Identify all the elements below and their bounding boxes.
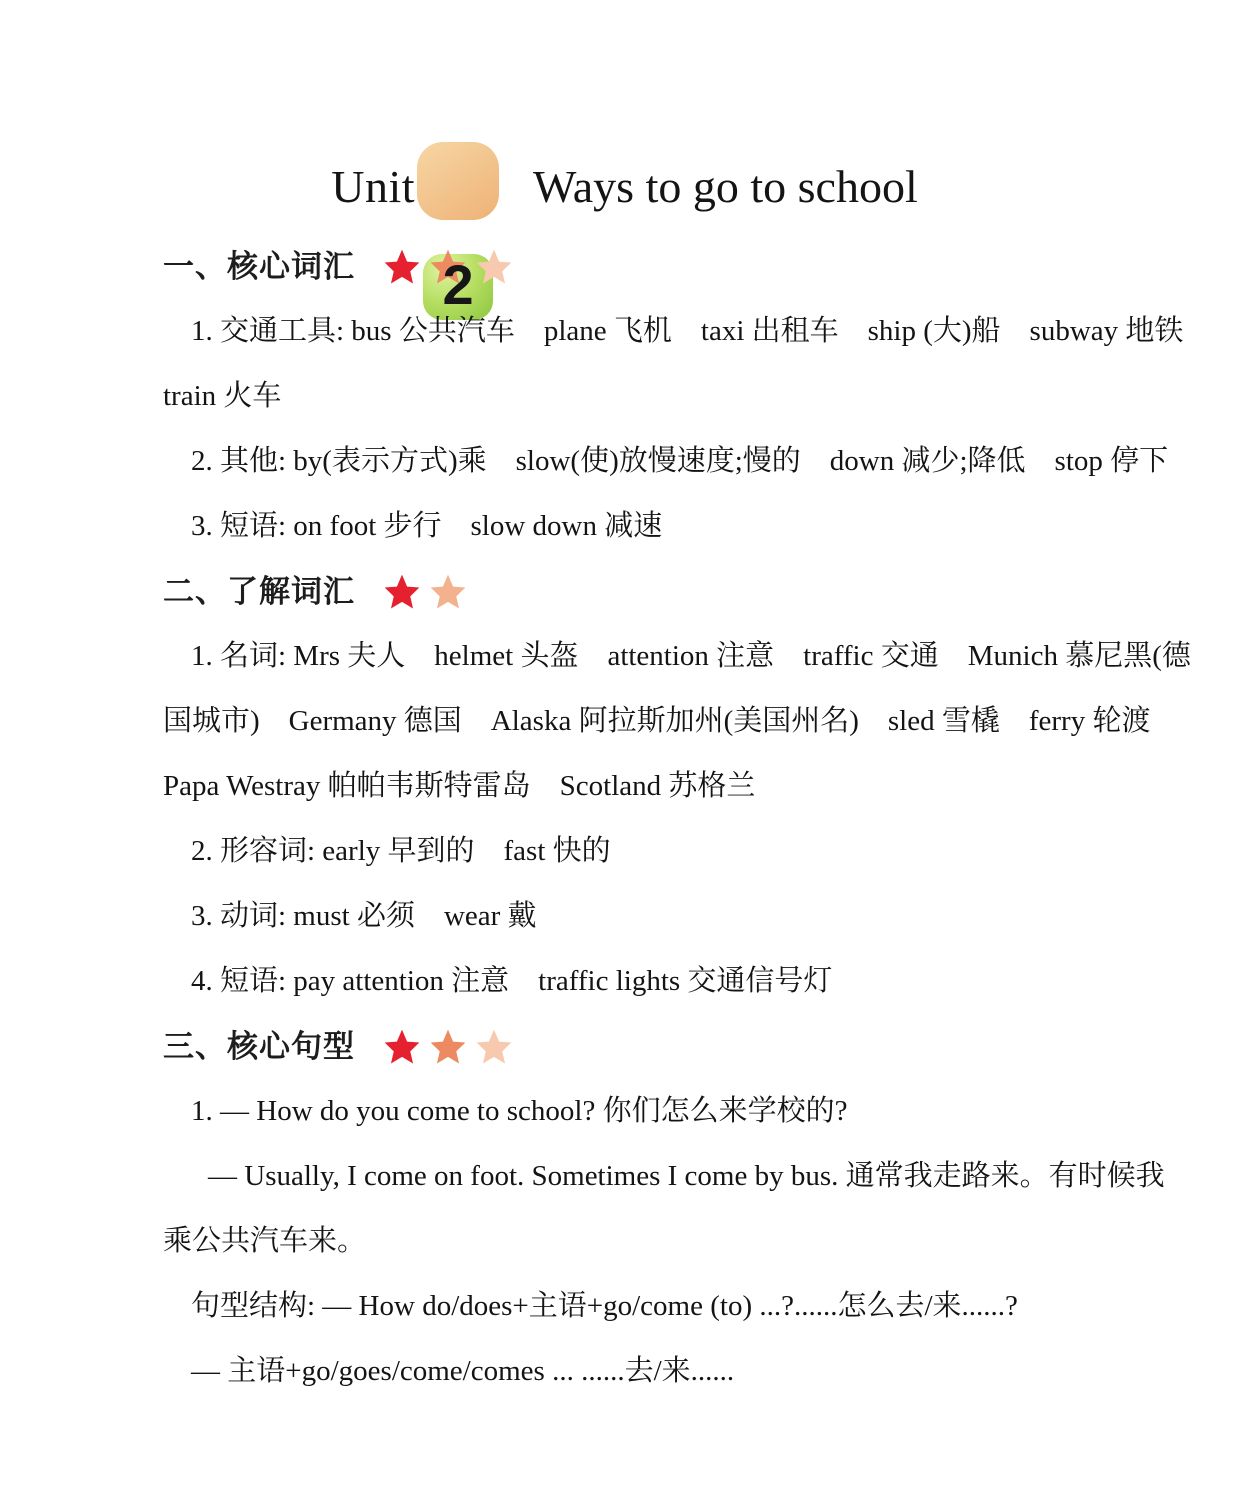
text-line: 乘公共汽车来。	[163, 1225, 367, 1257]
star-icon	[428, 573, 468, 611]
page-title: Ways to go to school	[533, 160, 918, 212]
star-icon	[474, 248, 514, 286]
text-line: 句型结构: — How do/does+主语+go/come (to) ...?......怎么去/来......?	[191, 1290, 1018, 1322]
section-heading-label: 三、核心句型	[163, 1029, 355, 1064]
section-heading-label: 一、核心词汇	[163, 249, 355, 284]
section-heading-known-vocabulary	[163, 559, 1086, 624]
text-line: 3. 短语: on foot 步行 slow down 减速	[191, 510, 663, 542]
star-rating	[382, 573, 468, 611]
text-line: — 主语+go/goes/come/comes ... ......去/来......	[191, 1355, 735, 1387]
star-icon	[382, 1028, 422, 1066]
text-line: 1. — How do you come to school? 你们怎么来学校的?	[191, 1095, 848, 1127]
text-line: train 火车	[163, 380, 282, 412]
star-icon	[382, 248, 422, 286]
unit-number-badge	[417, 142, 499, 316]
unit-label: Unit	[331, 160, 416, 212]
section-heading-core-vocabulary	[163, 234, 1086, 299]
text-line: Papa Westray 帕帕韦斯特雷岛 Scotland 苏格兰	[163, 770, 756, 802]
text-line: 2. 其他: by(表示方式)乘 slow(使)放慢速度;慢的 down 减少;降低 stop 停下	[191, 445, 1169, 477]
unit-number: 2	[442, 253, 474, 316]
text-line: 4. 短语: pay attention 注意 traffic lights 交通信号灯	[191, 965, 833, 997]
star-icon	[474, 1028, 514, 1066]
text-line: 3. 动词: must 必须 wear 戴	[191, 900, 537, 932]
star-rating	[382, 1028, 514, 1066]
star-icon	[382, 573, 422, 611]
text-line: — Usually, I come on foot. Sometimes I come by bus. 通常我走路来。有时候我	[208, 1160, 1165, 1192]
section-heading-core-sentences	[163, 1014, 1086, 1079]
section-heading-label: 二、了解词汇	[163, 574, 355, 609]
star-icon	[428, 1028, 468, 1066]
text-line: 2. 形容词: early 早到的 fast 快的	[191, 835, 611, 867]
text-line: 1. 名词: Mrs 夫人 helmet 头盔 attention 注意 traffic 交通 Munich 慕尼黑(德	[191, 640, 1191, 672]
text-line: 1. 交通工具: bus 公共汽车 plane 飞机 taxi 出租车 ship (大)船 subway 地铁	[191, 315, 1184, 347]
text-line: 国城市) Germany 德国 Alaska 阿拉斯加州(美国州名) sled 雪橇 ferry 轮渡	[163, 705, 1151, 737]
